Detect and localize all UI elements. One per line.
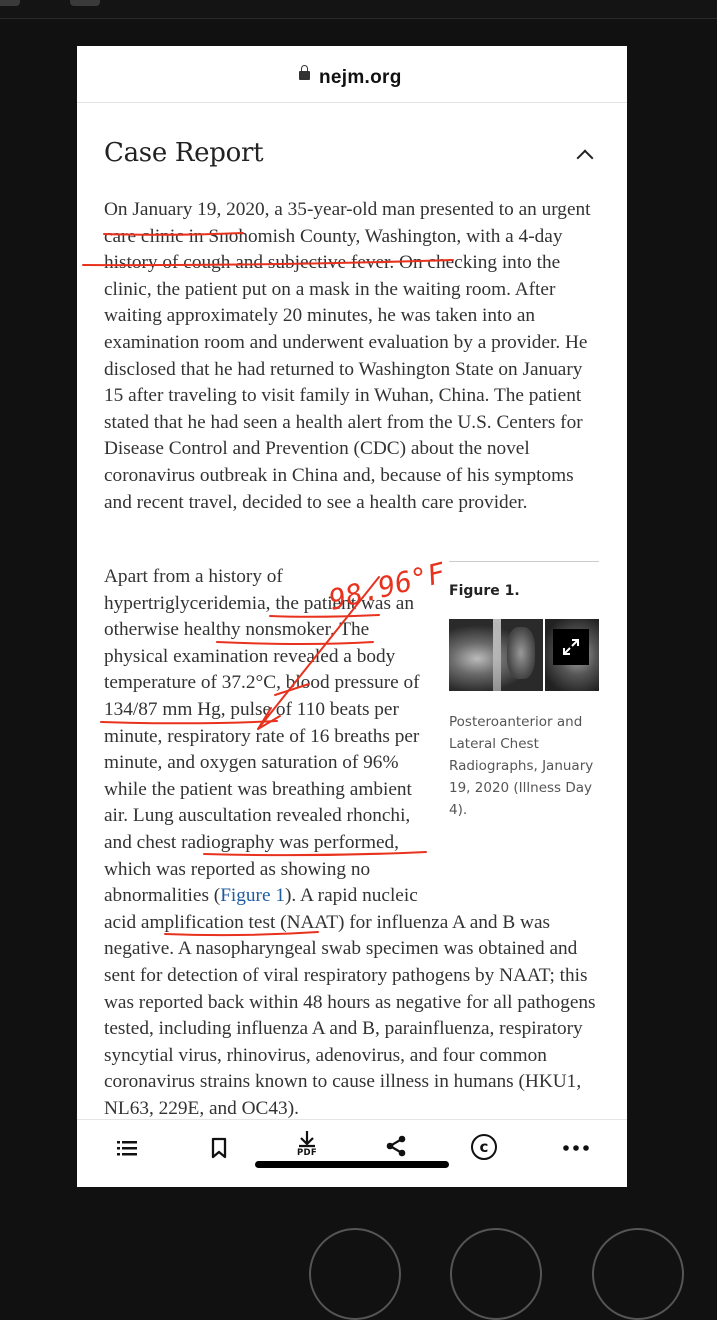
- url-text[interactable]: nejm.org: [319, 67, 402, 88]
- top-bar-tab: [0, 0, 20, 6]
- top-bar-tab: [70, 0, 100, 6]
- background-circle: [450, 1228, 542, 1320]
- bookmark-icon[interactable]: [207, 1136, 235, 1164]
- underline-urgent-care: [104, 233, 243, 235]
- lock-icon: [299, 71, 310, 80]
- underline-healthy-nonsmoker: [217, 642, 373, 644]
- underline-patient-was: [270, 615, 379, 617]
- home-indicator[interactable]: [255, 1161, 449, 1168]
- underline-lung-auscultation: [204, 852, 426, 855]
- paragraph-2-text-continued: ). A rapid nucleic acid amplification test (NAAT) for influenza A and B was negative. A nasopharyngeal swab specimen was obtained and sent for detection of viral respiratory pathogens by NAAT; this was reported back within 48 hours as negative for all pathogens tested, including influenza A and B, parainfluenza, respiratory syncytial virus, rhinovirus, adenovirus, and four common coronavirus strains known to cause illness in humans (HKU1, NL63, 229E, and OC43).: [104, 885, 596, 1119]
- paragraph-1: On January 19, 2020, a 35-year-old man presented to an urgent care clinic in Snohomish County, Washington, with a 4-day history of cough and subjective fever. On checking into the clinic, the patient put on a mask in the waiting room. After waiting approximately 20 minutes, he was taken into an examination room and underwent evaluation by a provider. He disclosed that he had returned to Washington State on January 15 after traveling to visit family in Wuhan, China. The patient stated that he had seen a health alert from the U.S. Centers for Disease Control and Prevention (CDC) about the novel coronavirus outbreak in China and, because of his symptoms and recent travel, decided to see a health care provider.: [104, 199, 591, 513]
- address-bar[interactable]: [77, 46, 627, 103]
- pdf-label: PDF: [297, 1148, 317, 1158]
- bottom-toolbar: [77, 1119, 627, 1187]
- phone-screen: [77, 46, 627, 1186]
- figure-1-link[interactable]: Figure 1: [220, 885, 285, 907]
- figure-caption: Posteroanterior and Lateral Chest Radiographs, January 19, 2020 (Illness Day 4).: [449, 714, 594, 818]
- figure-title: Figure 1.: [449, 583, 520, 599]
- handwritten-temperature-note: 98.96°F: [325, 556, 449, 617]
- pdf-download-icon[interactable]: [293, 1130, 321, 1158]
- background-circle: [309, 1228, 401, 1320]
- article-content: [77, 103, 627, 1119]
- more-icon[interactable]: [562, 1138, 590, 1166]
- underline-no-abnormalities: [165, 932, 318, 935]
- underline-temperature: [101, 721, 277, 723]
- copyright-icon[interactable]: c: [471, 1134, 497, 1160]
- top-bar: [0, 0, 717, 19]
- handwritten-annotation-layer: [77, 103, 627, 1119]
- background-circle: [592, 1228, 684, 1320]
- list-icon[interactable]: [115, 1136, 143, 1164]
- section-heading: Case Report: [104, 138, 264, 168]
- paragraph-2-text: Apart from a history of hypertriglyceridemia, the patient was an otherwise healthy nonsmoker. The physical examination revealed a body temperature of 37.2°C, blood pressure of 134/87 mm Hg, pulse of 110 beats per minute, respiratory rate of 16 breaths per minute, and oxygen saturation of 96% while the patient was breathing ambient air. Lung auscultation revealed rhonchi, and chest radiography was performed, which was reported as showing no abnormalities (: [104, 566, 420, 907]
- underline-4-day-history: [83, 260, 453, 265]
- share-icon[interactable]: [384, 1134, 412, 1162]
